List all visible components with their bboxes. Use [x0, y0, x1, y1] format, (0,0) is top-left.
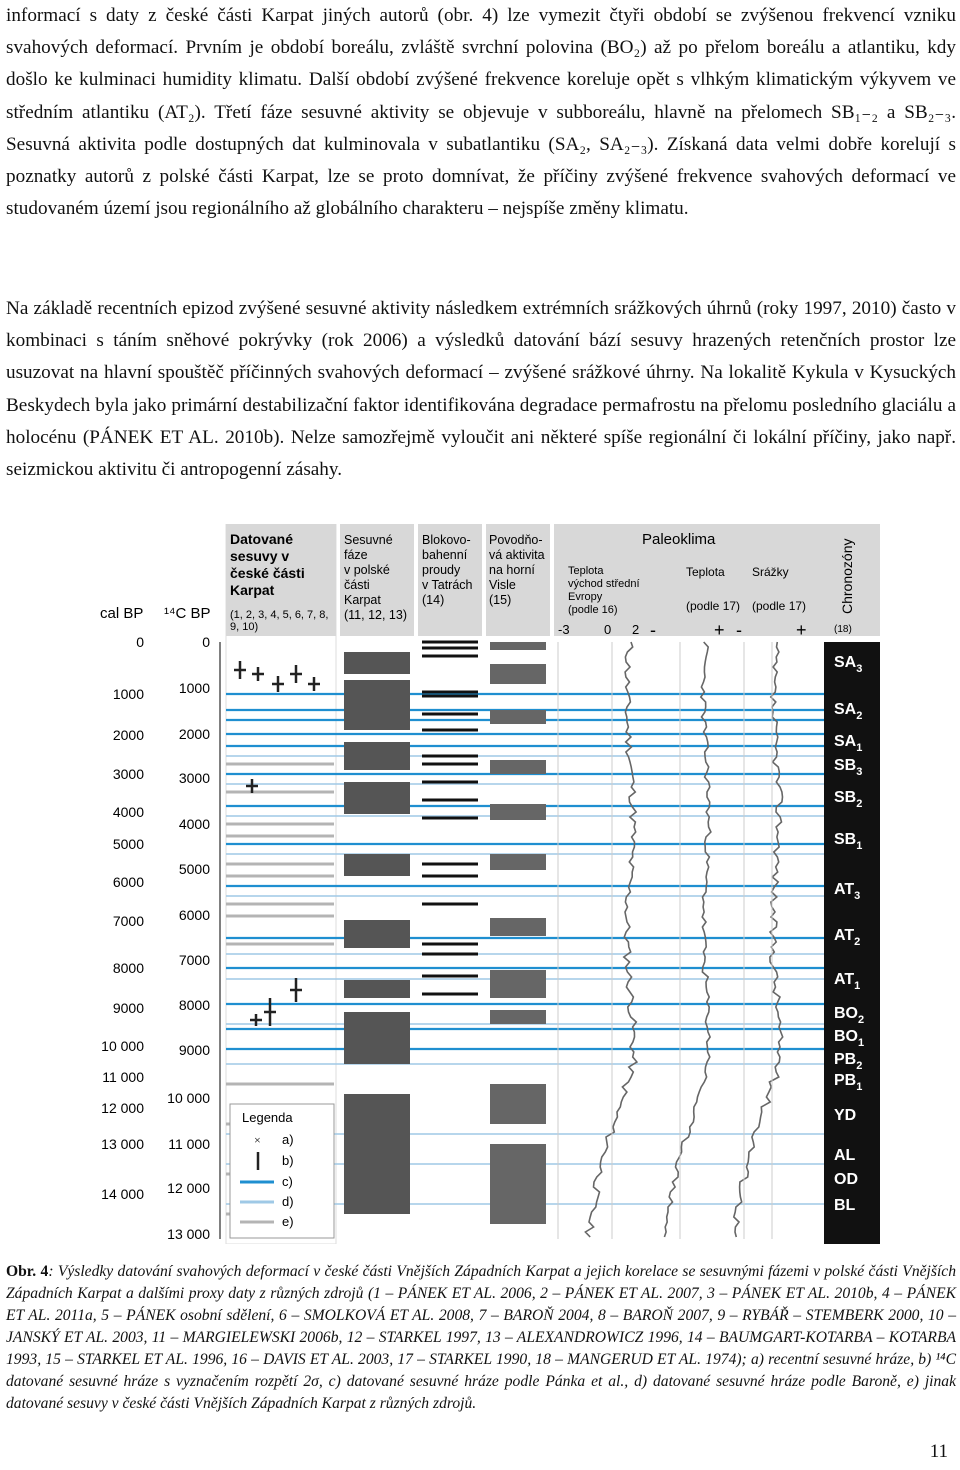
c14-tick-label: 13 000 [167, 1226, 210, 1242]
legend-item-label: e) [282, 1214, 294, 1229]
cal-tick-label: 0 [136, 634, 144, 650]
chronozone-label: $AT_2$ [834, 927, 861, 948]
povodnova-header-line: Povodňo- [489, 533, 543, 547]
legend-item-label: d) [282, 1194, 294, 1209]
povodnova-header-line: (15) [489, 593, 512, 607]
povodnova-header-line: vá aktivita [489, 548, 545, 562]
chronozone-label: $BO_1$ [834, 1028, 865, 1049]
flood-activity-block [490, 918, 546, 936]
c14-tick-label: 6000 [178, 907, 210, 923]
c14-tick-label: 2000 [178, 726, 210, 742]
sesuvne-header-line: Karpat [344, 593, 381, 607]
sesuvne-faze-block [344, 680, 410, 730]
chronozone-label: YD [834, 1107, 857, 1124]
c14-tick-label: 3000 [178, 770, 210, 786]
sesuvne-header-line: části [344, 578, 370, 592]
legend [230, 1104, 334, 1238]
chronozone-label: $AT_3$ [834, 881, 861, 902]
c14-tick-label: 11 000 [168, 1136, 210, 1152]
legend-symbol-a: × [254, 1133, 261, 1147]
sesuvne-header-line: v polské [344, 563, 390, 577]
teplota2-header-line: Teplota [686, 565, 725, 579]
c14-tick-label: 8000 [178, 997, 210, 1013]
chronozone-label: $SB_3$ [834, 757, 863, 778]
legend-item-label: c) [282, 1174, 293, 1189]
teplota1-header-line: východ střední [568, 578, 640, 590]
chronozone-label: $SB_2$ [834, 789, 863, 810]
datovane-header-line: Datované [230, 531, 294, 547]
legend-item-label: a) [282, 1132, 294, 1147]
flood-activity-block [490, 1144, 546, 1224]
sesuvne-faze-block [344, 980, 410, 998]
sesuvne-header-line: (11, 12, 13) [344, 608, 408, 622]
legend-title: Legenda [242, 1110, 293, 1125]
cal-tick-label: 3000 [112, 766, 144, 782]
page-number: 11 [929, 1441, 948, 1462]
teplota1-tick: 2 [632, 622, 640, 637]
sesuvne-faze-block [344, 782, 410, 814]
sesuvne-faze-block [344, 742, 410, 770]
teplota1-header-line: (podle 16) [568, 604, 618, 616]
cal-bp-header: cal BP [100, 605, 144, 622]
datovane-header-line: sesuvy v [230, 548, 290, 564]
cal-tick-label: 11 000 [102, 1069, 144, 1085]
flood-activity-block [490, 710, 546, 724]
chronozone-label: $PB_2$ [834, 1051, 863, 1072]
figure-4-chart [82, 524, 880, 1244]
blokovo-header-line: proudy [422, 563, 461, 577]
povodnova-header-line: Visle [489, 578, 516, 592]
sesuvne-faze-block [344, 1012, 410, 1064]
teplota2-header-line: (podle 17) [686, 599, 741, 613]
cal-tick-label: 9000 [112, 1000, 144, 1016]
teplota1-tick: 0 [604, 622, 612, 637]
chronozone-label: BL [834, 1197, 856, 1214]
figure-caption [6, 1261, 956, 1415]
cal-tick-label: 10 000 [101, 1038, 144, 1054]
c14-tick-label: 4000 [178, 816, 210, 832]
blokovo-header-line: v Tatrách [422, 578, 473, 592]
flood-activity-block [490, 1010, 546, 1024]
cal-tick-label: 5000 [112, 836, 144, 852]
chronozone-label: AL [834, 1147, 856, 1164]
cal-tick-label: 1000 [112, 686, 144, 702]
sign-label: - [650, 620, 656, 640]
c14-tick-label: 0 [202, 634, 210, 650]
flood-activity-block [490, 664, 546, 684]
c14-tick-label: 12 000 [167, 1180, 210, 1196]
sesuvne-faze-block [344, 920, 410, 948]
flood-activity-block [490, 642, 546, 650]
chronozone-label: $PB_1$ [834, 1072, 863, 1093]
teplota1-header-line: Evropy [568, 591, 603, 603]
chronozony-ref: (18) [834, 624, 852, 635]
datovane-refs-line: (1, 2, 3, 4, 5, 6, 7, 8, [230, 609, 329, 621]
cal-tick-label: 14 000 [101, 1186, 144, 1202]
chronozone-label: $SA_3$ [834, 654, 863, 675]
datovane-header-line: české části [230, 565, 305, 581]
sign-label: - [736, 620, 742, 640]
caption-text: : Výsledky datování svahových deformací v české části Vnějších Západních Karpat a jejich korelace se sesuvnými fázemi v polské části Vnějších Západních Karpat a dalšími proxy daty z různých zdrojů (1 – PÁNEK ET AL. 2006, 2 – PÁNEK ET AL. 2007, 3 – PÁNEK ET AL. 2010b, 4 – PÁNEK ET AL. 2011a, 5 – PÁNEK osobní sdělení, 6 – SMOLKOVÁ ET AL. 2008, 7 – BAROŇ 2004, 8 – BAROŇ 2007, 9 – RYBÁŘ – STEMBERK 2000, 10 – JANSKÝ ET AL. 2003, 11 – MARGIELEWSKI 2006b, 12 – STARKEL 1997, 13 – ALEXANDROWICZ 1996, 14 – BAUMGART-KOTARBA – KOTARBA 1993, 15 – STARKEL ET AL. 1996, 16 – DAVIS ET AL. 2003, 17 – STARKEL 1990, 18 – MANGERUD ET AL. 1974); a) recentní sesuvné hráze, b) ¹⁴C datované sesuvné hráze s vyznačením rozpětí 2σ, c) datované sesuvné hráze podle Pánka et al., d) datované sesuvné hráze podle Baroně, e) jinak datované sesuvy v české části Vnějších Západních Karpat z různých zdrojů. [6, 1263, 956, 1412]
flood-activity-block [490, 760, 546, 774]
paragraph-2: Na základě recentních epizod zvýšené sesuvné aktivity následkem extrémních srážkových úhrnů (roky 1997, 2010) často v kombinaci s táním sněhové pokrývky (rok 2006) a výsledků datování bází sesuvy hrazených retenčních prostor lze usuzovat na hlavní spouštěč příčinných svahových deformací – zvýšené srážkové úhrny. Na lokalitě Kykula v Kysuckých Beskydech byla jako primární destabilizační faktor identifikována degradace permafrostu na přelomu posledního glaciálu a holocénu (PÁNEK ET AL. 2010b). Nelze samozřejmě vyloučit ani některé spíše regionální či lokální příčiny, jako např. seizmickou aktivitu či antropogenní zásahy. [6, 298, 956, 481]
legend-item-label: b) [282, 1153, 294, 1168]
chronozony-header: Chronozóny [839, 538, 855, 614]
cal-tick-label: 7000 [112, 913, 144, 929]
sesuvne-header-line: fáze [344, 548, 368, 562]
srazky-header-line: Srážky [752, 565, 789, 579]
chronozone-label: $SA_1$ [834, 733, 863, 754]
cal-tick-label: 8000 [112, 960, 144, 976]
blokovo-header-line: (14) [422, 593, 445, 607]
teplota1-tick: -3 [558, 622, 570, 637]
blokovo-header-line: bahenní [422, 548, 468, 562]
cal-tick-label: 2000 [112, 727, 144, 743]
c14-tick-label: 1000 [178, 680, 210, 696]
cal-tick-label: 13 000 [101, 1136, 144, 1152]
flood-activity-block [490, 804, 546, 820]
c14-tick-label: 10 000 [167, 1090, 210, 1106]
c14-tick-label: 5000 [178, 861, 210, 877]
chronozone-label: $BO_2$ [834, 1005, 865, 1026]
chronozone-label: $SB_1$ [834, 831, 863, 852]
chronozone-label: $AT_1$ [834, 971, 861, 992]
teplota1-header-line: Teplota [568, 565, 604, 577]
caption-label: Obr. 4 [6, 1263, 49, 1280]
cal-tick-label: 4000 [112, 804, 144, 820]
paragraph-1: informací s daty z české části Karpat jiných autorů (obr. 4) lze vymezit čtyři období se zvýšenou frekvencí vzniku svahových deformací. Prvním je období boreálu, zvláště svrchní polovina (BO₂) až po přelom boreálu a atlantiku, kdy došlo ke kulminaci humidity klimatu. Další období zvýšené frekvence koreluje opět s vlhkým klimatickým výkyvem ve středním atlantiku (AT₂). Třetí fáze sesuvné aktivity se objevuje v subboreálu, hlavně na přelomech SB₁₋₂ a SB₂₋₃. Sesuvná aktivita podle dostupných dat kulminovala v subatlantiku (SA₂, SA₂₋₃). Získaná data velmi dobře korelují s poznatky autorů z polské části Karpat, lze se proto domnívat, že příčiny zvýšené frekvence svahových deformací ve studovaném území jsou regionálního až globálního charakteru – nejspíše změny klimatu. [6, 5, 956, 220]
blokovo-header-line: Blokovo- [422, 533, 471, 547]
srazky-header-line: (podle 17) [752, 599, 807, 613]
c14-tick-label: 9000 [178, 1042, 210, 1058]
datovane-refs-line: 9, 10) [230, 621, 259, 633]
flood-activity-block [490, 854, 546, 870]
c14-bp-header: ¹⁴C BP [164, 605, 211, 622]
povodnova-header-line: na horní [489, 563, 535, 577]
sesuvne-faze-block [344, 1094, 410, 1214]
sesuvne-faze-block [344, 652, 410, 674]
cal-tick-label: 12 000 [101, 1100, 144, 1116]
chronozone-label: $SA_2$ [834, 701, 863, 722]
cal-tick-label: 6000 [112, 874, 144, 890]
datovane-header-line: Karpat [230, 582, 275, 598]
sesuvne-header-line: Sesuvné [344, 533, 393, 547]
c14-tick-label: 7000 [178, 952, 210, 968]
flood-activity-block [490, 1084, 546, 1124]
sign-label: + [714, 620, 725, 640]
chronozone-label: OD [834, 1171, 858, 1188]
sesuvne-faze-block [344, 854, 410, 876]
paleoklima-header: Paleoklima [642, 531, 716, 548]
sign-label: + [796, 620, 807, 640]
flood-activity-block [490, 970, 546, 998]
